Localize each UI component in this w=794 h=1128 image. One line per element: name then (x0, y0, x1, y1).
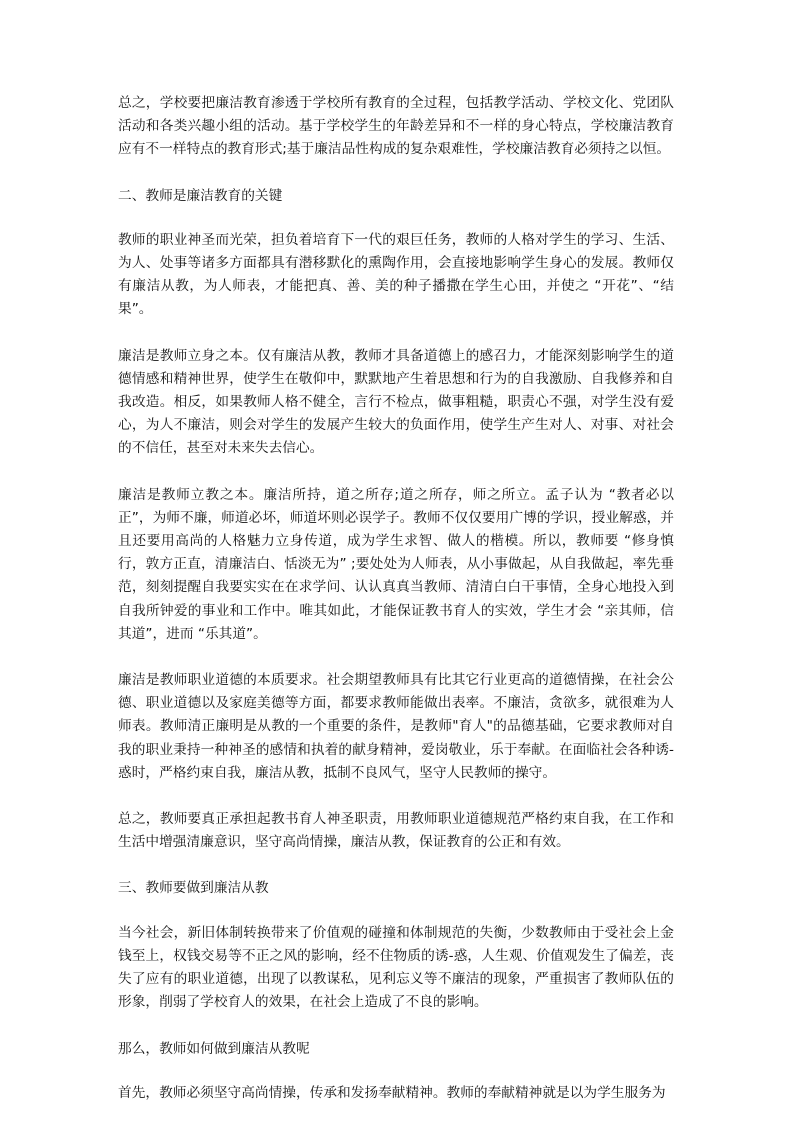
paragraph-summary-school: 总之，学校要把廉洁教育渗透于学校所有教育的全过程，包括教学活动、学校文化、党团队活动和各类兴趣小组的活动。基于学校学生的年龄差异和不一样的身心特点，学校廉洁教育应有不一样特点的教育形式;基于廉洁品性构成的复杂艰难性，学校廉洁教育必须持之以恒。 (118, 95, 674, 158)
section-heading-3: 三、教师要做到廉洁从教 (118, 880, 269, 897)
section-heading-2: 二、教师是廉洁教育的关键 (118, 187, 283, 204)
paragraph-integrity-teaching: 廉洁是教师立教之本。廉洁所持，道之所存;道之所存，师之所立。孟子认为 “教者必以正”，为师不廉，师道必坏，师道坏则必误学子。教师不仅仅要用广博的学识，授业解惑，并且还要用高尚的人格魅力立身传道，成为学生求智、做人的楷模。所以，教师要 “修身慎行，敦方正直，清廉洁白、恬淡无为” ;要处处为人师表，从小事做起，从自我做起，率先垂范，刻刻提醒自我要实实在在求学问、认认真真当教师、清清白白干事情，全身心地投入到自我所钟爱的事业和工作中。唯其如此，才能保证教书育人的实效，学生才会 “亲其师，信其道”，进而 “乐其道”。 (118, 486, 674, 642)
paragraph-current-society: 当今社会，新旧体制转换带来了价值观的碰撞和体制规范的失衡，少数教师由于受社会上金钱至上，权钱交易等不正之风的影响，经不住物质的诱-惑，人生观、价值观发生了偏差，丧失了应有的职业道德，出现了以教谋私，见利忘义等不廉洁的现象，严重损害了教师队伍的形象，削弱了学校育人的效果，在社会上造成了不良的影响。 (118, 924, 674, 1011)
paragraph-summary-teacher: 总之，教师要真正承担起教书育人神圣职责，用教师职业道德规范严格约束自我，在工作和生活中增强清廉意识，坚守高尚情操，廉洁从教，保证教育的公正和有效。 (118, 811, 674, 851)
question-line: 那么，教师如何做到廉洁从教呢 (118, 1040, 310, 1057)
document-page (118, 92, 674, 1128)
paragraph-teacher-role: 教师的职业神圣而光荣，担负着培育下一代的艰巨任务，教师的人格对学生的学习、生活、为人、处事等诸多方面都具有潜移默化的熏陶作用，会直接地影响学生身心的发展。教师仅有廉洁从教，为人师表，才能把真、善、美的种子播撒在学生心田，并使之 “开花”、“结果”。 (118, 231, 674, 318)
paragraph-professional-ethics: 廉洁是教师职业道德的本质要求。社会期望教师具有比其它行业更高的道德情操，在社会公德、职业道德以及家庭美德等方面，都要求教师能做出表率。不廉洁，贪欲多，就很难为人师表。教师清正廉明是从教的一个重要的条件，是教师"育人"的品德基础，它要求教师对自我的职业秉持一种神圣的感情和执着的献身精神，爱岗敬业，乐于奉献。在面临社会各种诱-惑时，严格约束自我，廉洁从教，抵制不良风气，坚守人民教师的操守。 (118, 672, 674, 781)
paragraph-integrity-foundation: 廉洁是教师立身之本。仅有廉洁从教，教师才具备道德上的感召力，才能深刻影响学生的道德情感和精神世界，使学生在敬仰中，默默地产生着思想和行为的自我激励、自我修养和自我改造。相反，如果教师人格不健全，言行不检点，做事粗糙，职责心不强，对学生没有爱心，为人不廉洁，则会对学生的发展产生较大的负面作用，使学生产生对人、对事、对社会的不信任，甚至对未来失去信心。 (118, 347, 674, 457)
paragraph-first-point: 首先，教师必须坚守高尚情操，传承和发扬奉献精神。教师的奉献精神就是以为学生服务为 (118, 1084, 666, 1101)
